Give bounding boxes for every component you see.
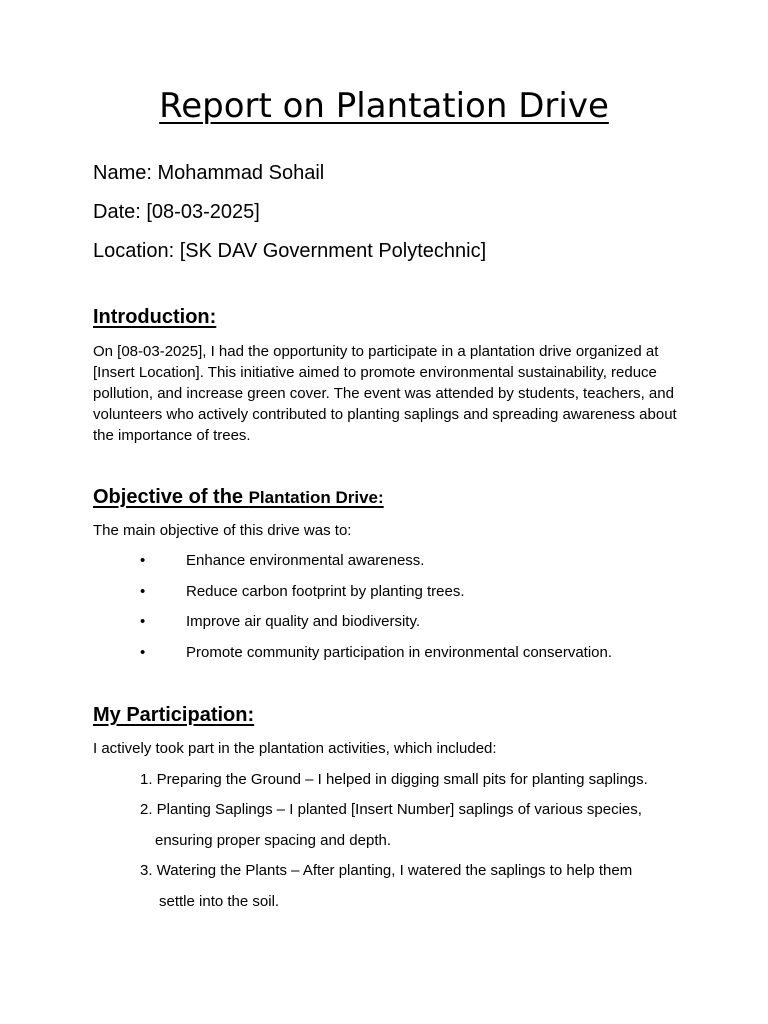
objective-item: Improve air quality and biodiversity. [186,613,420,630]
objective-item: Enhance environmental awareness. [186,552,425,569]
objective-item: Reduce carbon footprint by planting trees. [186,583,465,600]
introduction-heading: Introduction: [93,306,217,328]
participation-step-continuation: ensuring proper spacing and depth. [155,832,392,849]
objective-lead: The main objective of this drive was to: [93,522,352,539]
introduction-paragraph: On [08-03-2025], I had the opportunity to participate in a plantation drive organized at [Insert Location]. This initiative aimed to promote environmental sustainability, reduce pollution, and increase green cover. The event was attended by students, teachers, and volunteers who actively contributed to planting saplings and spreading awareness about the importance of trees. [93,343,677,444]
bullet-dot: • [140,613,146,630]
participation-step: 2. Planting Saplings – I planted [Insert Number] saplings of various species, [140,801,642,818]
objective-heading-main: Objective of the [93,486,249,508]
participation-heading: My Participation: [93,704,255,726]
location-line: Location: [SK DAV Government Polytechnic] [93,240,487,262]
bullet-dot: • [140,552,146,569]
objective-heading-small: Plantation Drive: [248,488,384,507]
participation-lead: I actively took part in the plantation activities, which included: [93,740,497,757]
objective-item: Promote community participation in environmental conservation. [186,644,613,661]
bullet-dot: • [140,583,146,600]
name-line: Name: Mohammad Sohail [93,162,325,184]
participation-step-continuation: settle into the soil. [159,893,280,910]
date-line: Date: [08-03-2025] [93,201,260,223]
participation-step: 3. Watering the Plants – After planting, I watered the saplings to help them [140,862,633,879]
objective-heading [93,484,384,511]
participation-step: 1. Preparing the Ground – I helped in digging small pits for planting saplings. [140,771,648,788]
page-title: Report on Plantation Drive [159,86,609,126]
bullet-dot: • [140,644,146,661]
